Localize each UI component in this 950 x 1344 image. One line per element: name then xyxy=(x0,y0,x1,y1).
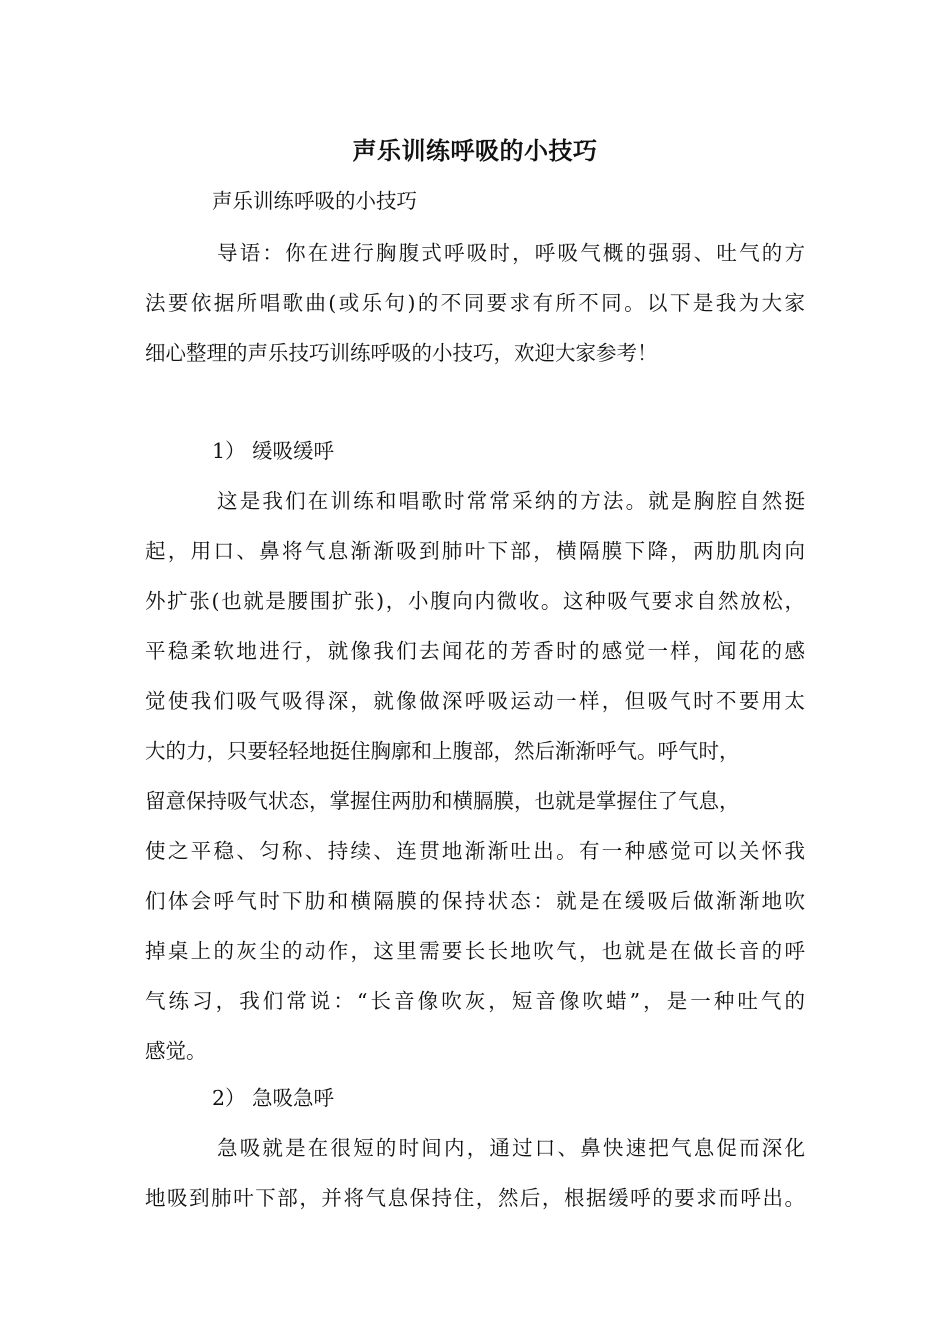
intro-line-1: 导语：你在进行胸腹式呼吸时，呼吸气概的强弱、吐气的方 xyxy=(217,241,805,265)
intro-line-2: 法要依据所唱歌曲(或乐句)的不同要求有所不同。以下是我为大家 xyxy=(145,291,805,315)
section-2-line: 急吸就是在很短的时间内，通过口、鼻快速把气息促而深化 xyxy=(217,1136,805,1160)
section-1-line: 平稳柔软地进行，就像我们去闻花的芳香时的感觉一样，闻花的感 xyxy=(145,639,805,663)
section-2-heading: 2） 急吸急呼 xyxy=(212,1086,335,1110)
document-title: 声乐训练呼吸的小技巧 xyxy=(352,136,598,165)
section-1-line: 们体会呼气时下肋和横隔膜的保持状态：就是在缓吸后做渐渐地吹 xyxy=(145,889,805,913)
section-1-line: 这是我们在训练和唱歌时常常采纳的方法。就是胸腔自然挺 xyxy=(217,489,805,513)
section-2-line: 地吸到肺叶下部，并将气息保持住，然后，根据缓呼的要求而呼出。 xyxy=(145,1186,805,1210)
section-1-line: 使之平稳、匀称、持续、连贯地渐渐吐出。有一种感觉可以关怀我 xyxy=(145,839,805,863)
section-1-line: 感觉。 xyxy=(145,1039,207,1063)
section-1-line: 气练习，我们常说：“长音像吹灰，短音像吹蜡”，是一种吐气的 xyxy=(145,989,805,1013)
section-1-line: 大的力，只要轻轻地挺住胸廓和上腹部，然后渐渐呼气。呼气时， xyxy=(145,739,740,763)
section-1-line: 留意保持吸气状态，掌握住两肋和横膈膜，也就是掌握住了气息， xyxy=(145,789,740,813)
document-subtitle: 声乐训练呼吸的小技巧 xyxy=(212,189,417,213)
intro-line-3: 细心整理的声乐技巧训练呼吸的小技巧，欢迎大家参考！ xyxy=(145,341,658,365)
section-1-line: 外扩张(也就是腰围扩张)，小腹向内微收。这种吸气要求自然放松， xyxy=(145,589,805,613)
section-1-line: 掉桌上的灰尘的动作，这里需要长长地吹气，也就是在做长音的呼 xyxy=(145,939,805,963)
section-1-line: 觉使我们吸气吸得深，就像做深呼吸运动一样，但吸气时不要用太 xyxy=(145,689,805,713)
section-1-heading: 1） 缓吸缓呼 xyxy=(212,439,335,463)
section-1-line: 起，用口、鼻将气息渐渐吸到肺叶下部，横隔膜下降，两肋肌肉向 xyxy=(145,539,805,563)
